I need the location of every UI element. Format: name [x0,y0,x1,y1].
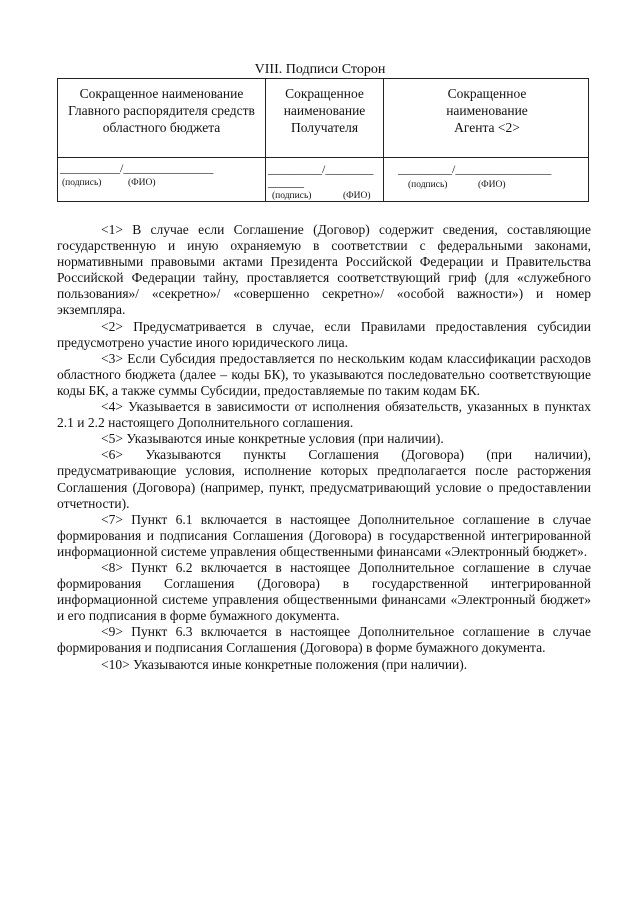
footnote-4: <4> Указывается в зависимости от исполнения обязательств, указанных в пунктах 2.1 и 2.2 настоящего Дополнительного соглашения. [57,399,591,431]
signature-label: (подпись) [62,178,102,188]
footnotes [57,222,591,673]
footnote-9: <9> Пункт 6.3 включается в настоящее Дополнительное соглашение в случае формирования и подписания Соглашения (Договора) в форме бумажного документа. [57,624,591,656]
footnote-2: <2> Предусматривается в случае, если Правилами предоставления субсидии предусмотрено участие иного юридического лица. [57,318,591,350]
fio-label: (ФИО) [343,191,371,201]
signature-label: (подпись) [272,191,312,201]
fio-label: (ФИО) [128,178,156,188]
column-header: Сокращенное наименование Получателя [283,86,366,135]
footnote-1: <1> В случае если Соглашение (Договор) содержит сведения, составляющие государственную и иную охраняемую в соответствии с федеральными законами, нормативными правовыми актами Президента Российской Федерации и Правительства Российской Федерации тайну, проставляется соответствующий гриф (для «служебного пользования»/ «секретно»/ «совершенно секретно»/ «особой важности») и номер экземпляра. [57,222,591,318]
footnote-6: <6> Указываются пункты Соглашения (Договора) (при наличии), предусматривающие условия, исполнение которых предполагается после расторжения Соглашения (Договора) (например, пункт, предусматривающий условие о предоставлении отчетности). [57,447,591,511]
footnote-5: <5> Указываются иные конкретные условия (при наличии). [101,431,444,447]
column-header: Сокращенное наименование Агента <2> [446,86,528,135]
footnote-3: <3> Если Субсидия предоставляется по нескольким кодам классификации расходов областного бюджета (далее – коды БК), то указываются последовательно соответствующие коды БК, а также суммы Субсидии, предоставляемые по таким кодам БК. [57,350,591,398]
column-header: Сокращенное наименование Главного распорядителя средств областного бюджета [68,86,255,135]
footnote-7: <7> Пункт 6.1 включается в настоящее Дополнительное соглашение в случае формирования и подписания Соглашения (Договора) в государственной интегрированной информационной системе управления общественными финансами «Электронный бюджет». [57,511,591,559]
footnote-10: <10> Указываются иные конкретные положения (при наличии). [101,656,468,672]
signature-line: __________/_______________ [60,161,214,175]
fio-label: (ФИО) [478,180,506,190]
signature-line: _________/________________ [398,162,552,176]
footnote-8: <8> Пункт 6.2 включается в настоящее Дополнительное соглашение в случае формирования Соглашения (Договора) в государственной интегрированной информационной системе управления общественными финансами «Электронный бюджет» и его подписания в форме бумажного документа. [57,559,591,624]
signature-label: (подпись) [408,180,448,190]
section-title: VIII. Подписи Сторон [254,62,386,77]
signature-line: _________/________ ______ [268,162,374,189]
